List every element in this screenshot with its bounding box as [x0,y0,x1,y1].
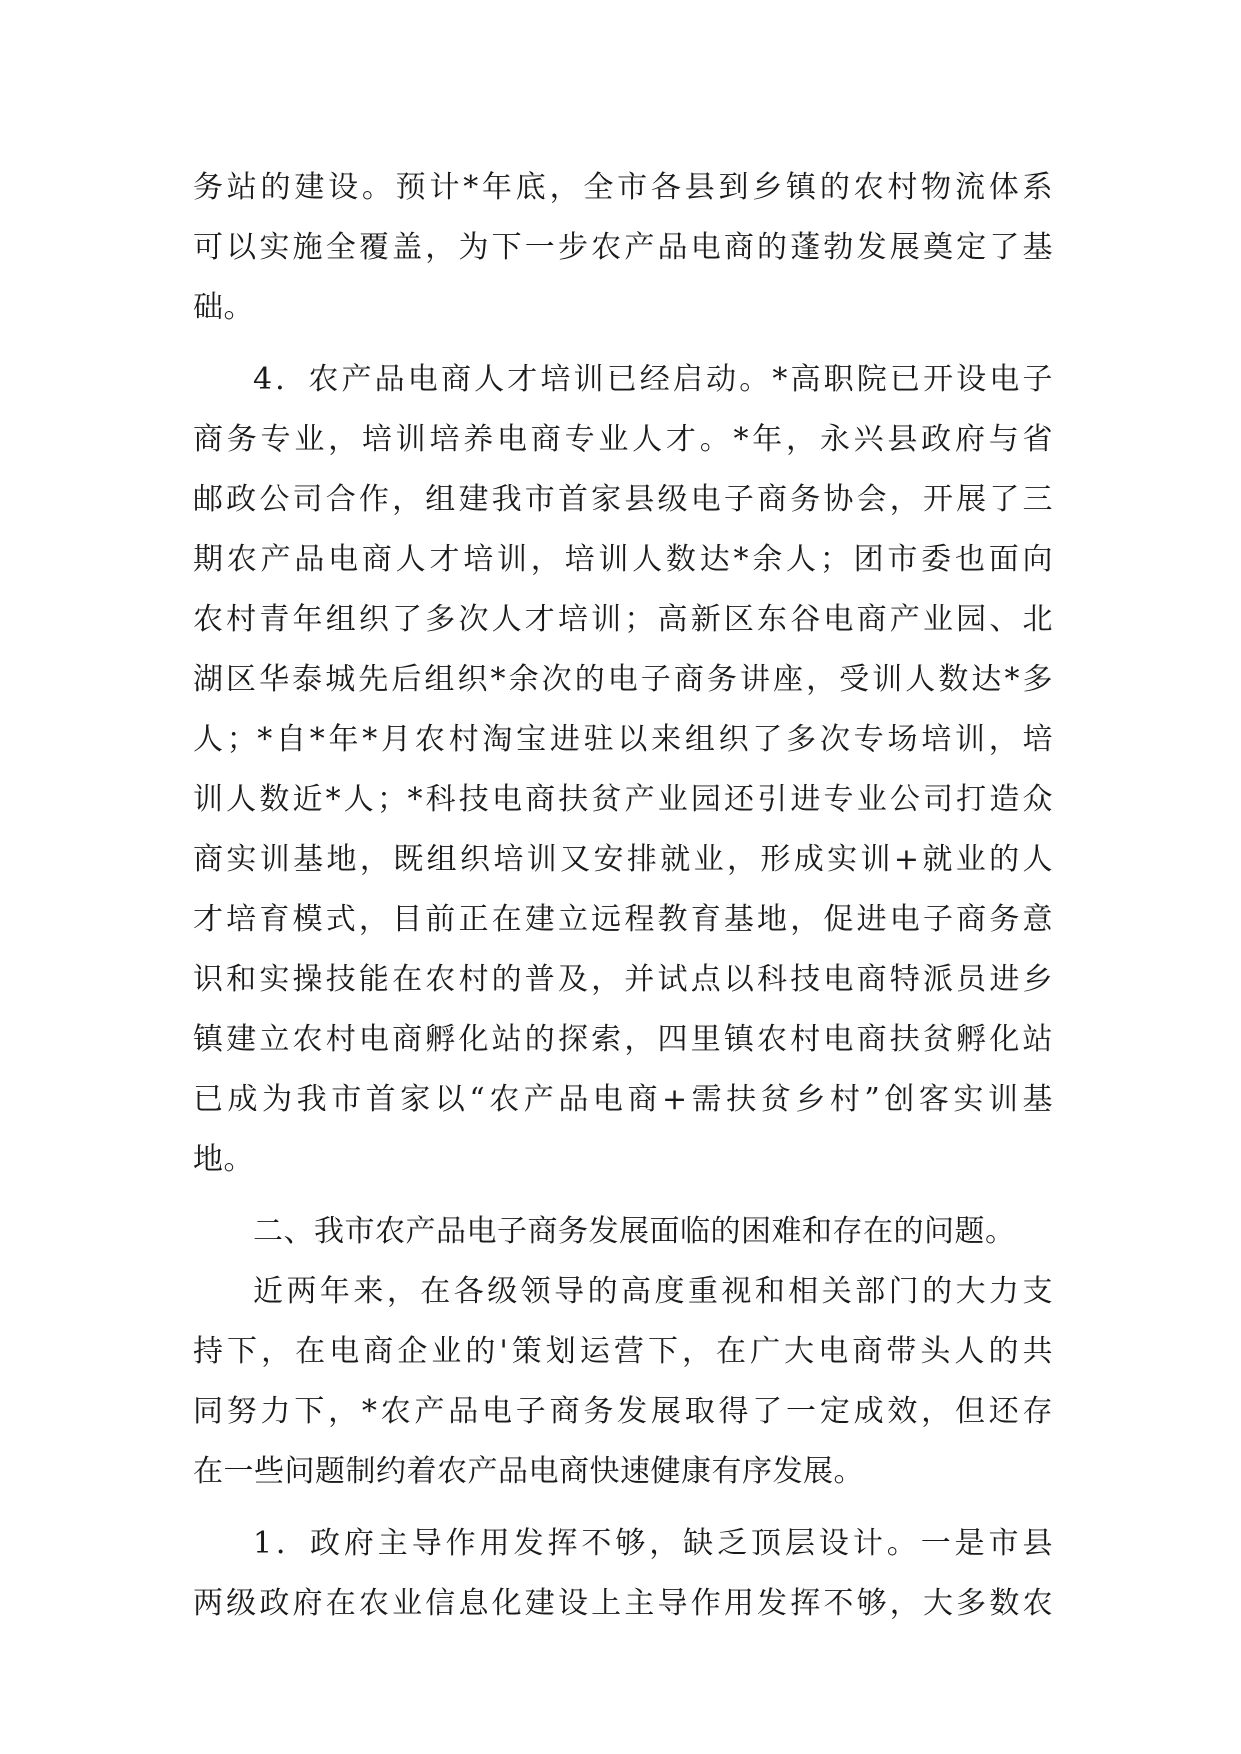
text-line: 同努力下，*农产品电子商务发展取得了一定成效，但还存 [193,1394,1053,1429]
text-line: 4．农产品电商人才培训已经启动。*高职院已开设电子 [253,362,1053,397]
section-heading [193,1202,1053,1262]
text-line: 商实训基地，既组织培训又安排就业，形成实训+就业的人 [193,842,1053,877]
text-line: 镇建立农村电商孵化站的探索，四里镇农村电商扶贫孵化站 [193,1022,1053,1057]
text-line: 两级政府在农业信息化建设上主导作用发挥不够，大多数农 [193,1586,1053,1621]
text-line: 可以实施全覆盖，为下一步农产品电商的蓬勃发展奠定了基 [193,230,1053,265]
text-line: 才培育模式，目前正在建立远程教育基地，促进电子商务意 [193,902,1053,937]
text-line: 期农产品电商人才培训，培训人数达*余人；团市委也面向 [193,542,1053,577]
paragraph-government-role [193,1514,1053,1634]
text-line: 务站的建设。预计*年底，全市各县到乡镇的农村物流体系 [193,170,1053,205]
text-line: 识和实操技能在农村的普及，并试点以科技电商特派员进乡 [193,962,1053,997]
paragraph-logistics-coverage [193,158,1053,338]
paragraph-talent-training [193,350,1053,1190]
text-line: 已成为我市首家以“农产品电商+需扶贫乡村”创客实训基 [193,1082,1053,1117]
text-line: 湖区华泰城先后组织*余次的电子商务讲座，受训人数达*多 [193,662,1053,697]
paragraph-overview-problems [193,1262,1053,1502]
text-line: 商务专业，培训培养电商专业人才。*年，永兴县政府与省 [193,422,1053,457]
text-line: 持下，在电商企业的'策划运营下，在广大电商带头人的共 [193,1334,1053,1369]
document-page [193,158,1053,1634]
text-line: 近两年来，在各级领导的高度重视和相关部门的大力支 [253,1274,1053,1309]
text-line: 地。 [193,1142,254,1177]
text-line: 1．政府主导作用发挥不够，缺乏顶层设计。一是市县 [253,1526,1053,1561]
text-line: 训人数近*人；*科技电商扶贫产业园还引进专业公司打造众 [193,782,1053,817]
text-line: 在一些问题制约着农产品电商快速健康有序发展。 [193,1454,864,1489]
text-line: 础。 [193,290,254,325]
text-line: 人；*自*年*月农村淘宝进驻以来组织了多次专场培训，培 [193,722,1053,757]
text-line: 邮政公司合作，组建我市首家县级电子商务协会，开展了三 [193,482,1053,517]
text-line: 农村青年组织了多次人才培训；高新区东谷电商产业园、北 [193,602,1053,637]
heading-line: 二、我市农产品电子商务发展面临的困难和存在的问题。 [253,1214,1016,1249]
